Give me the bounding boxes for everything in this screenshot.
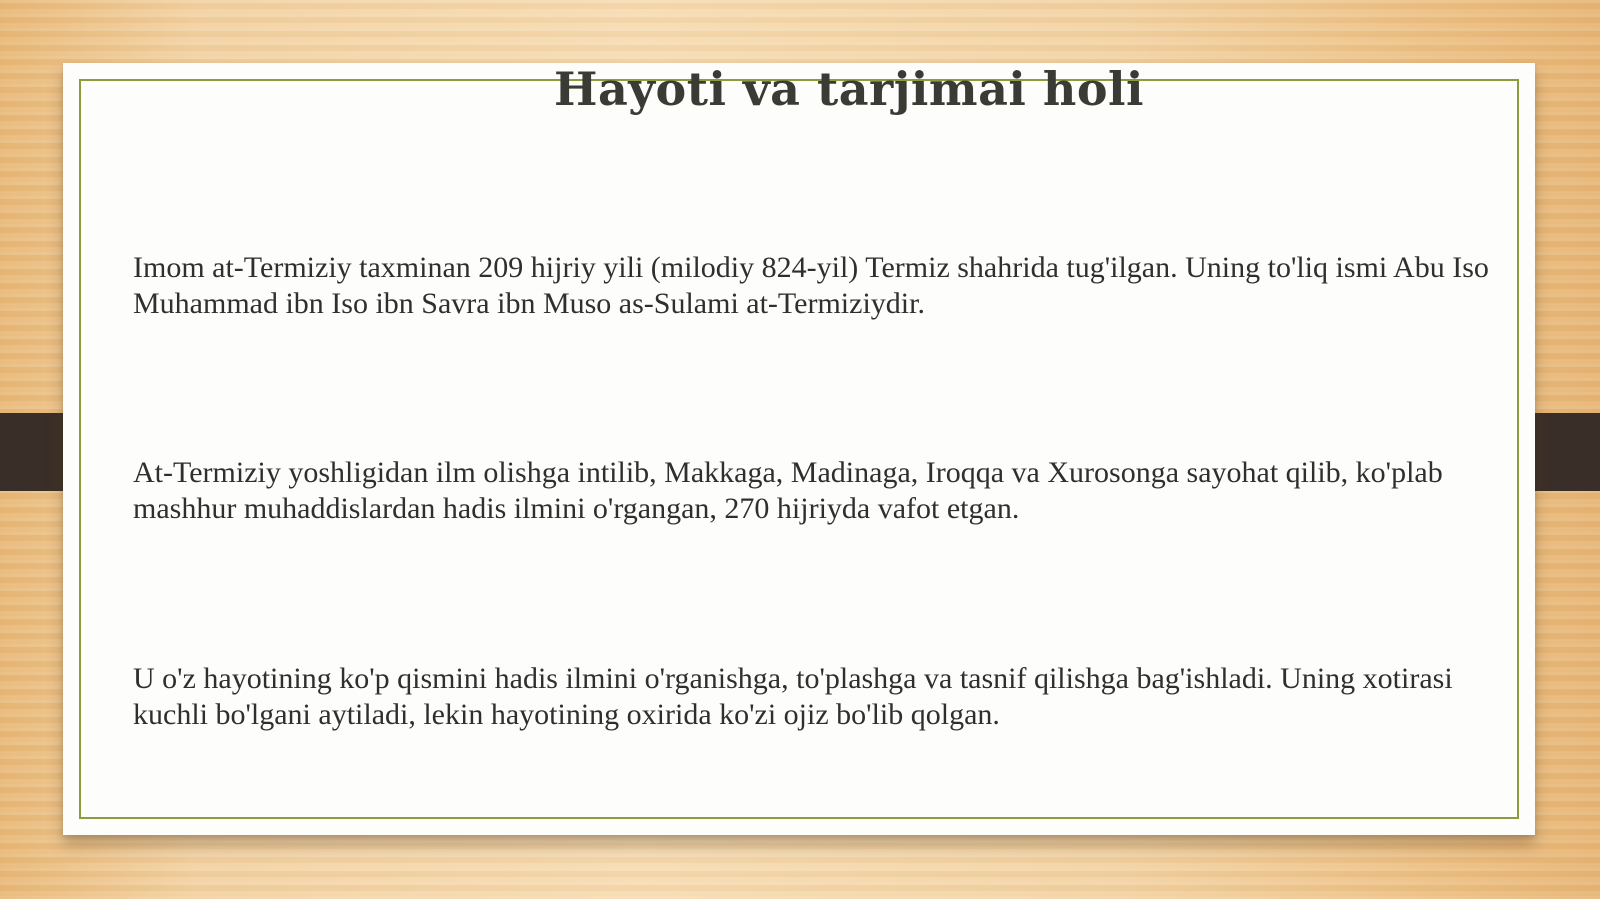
paragraph-2: At-Termiziy yoshligidan ilm olishga intilib, Makkaga, Madinaga, Iroqqa va Xurosonga sayohat qilib, ko'plab mashhur muhaddislardan hadis ilmini o'rgangan, 270 hijriyda vafot etgan. bbox=[133, 456, 1443, 525]
paragraph-1: Imom at-Termiziy taxminan 209 hijriy yili (milodiy 824-yil) Termiz shahrida tug'ilgan. Uning to'liq ismi Abu Iso Muhammad ibn Iso ibn Savra ibn Muso as-Sulami at-Termiziydir. bbox=[133, 251, 1489, 320]
paragraph-3: U o'z hayotining ko'p qismini hadis ilmini o'rganishga, to'plashga va tasnif qilishga bag'ishladi. Uning xotirasi kuchli bo'lgani aytiladi, lekin hayotining oxirida ko'zi ojiz bo'lib qolgan. bbox=[133, 662, 1453, 731]
slide-title-text: Hayoti va tarjimai holi bbox=[554, 62, 1144, 116]
slide-title bbox=[63, 63, 1535, 115]
slide-card bbox=[63, 63, 1535, 835]
